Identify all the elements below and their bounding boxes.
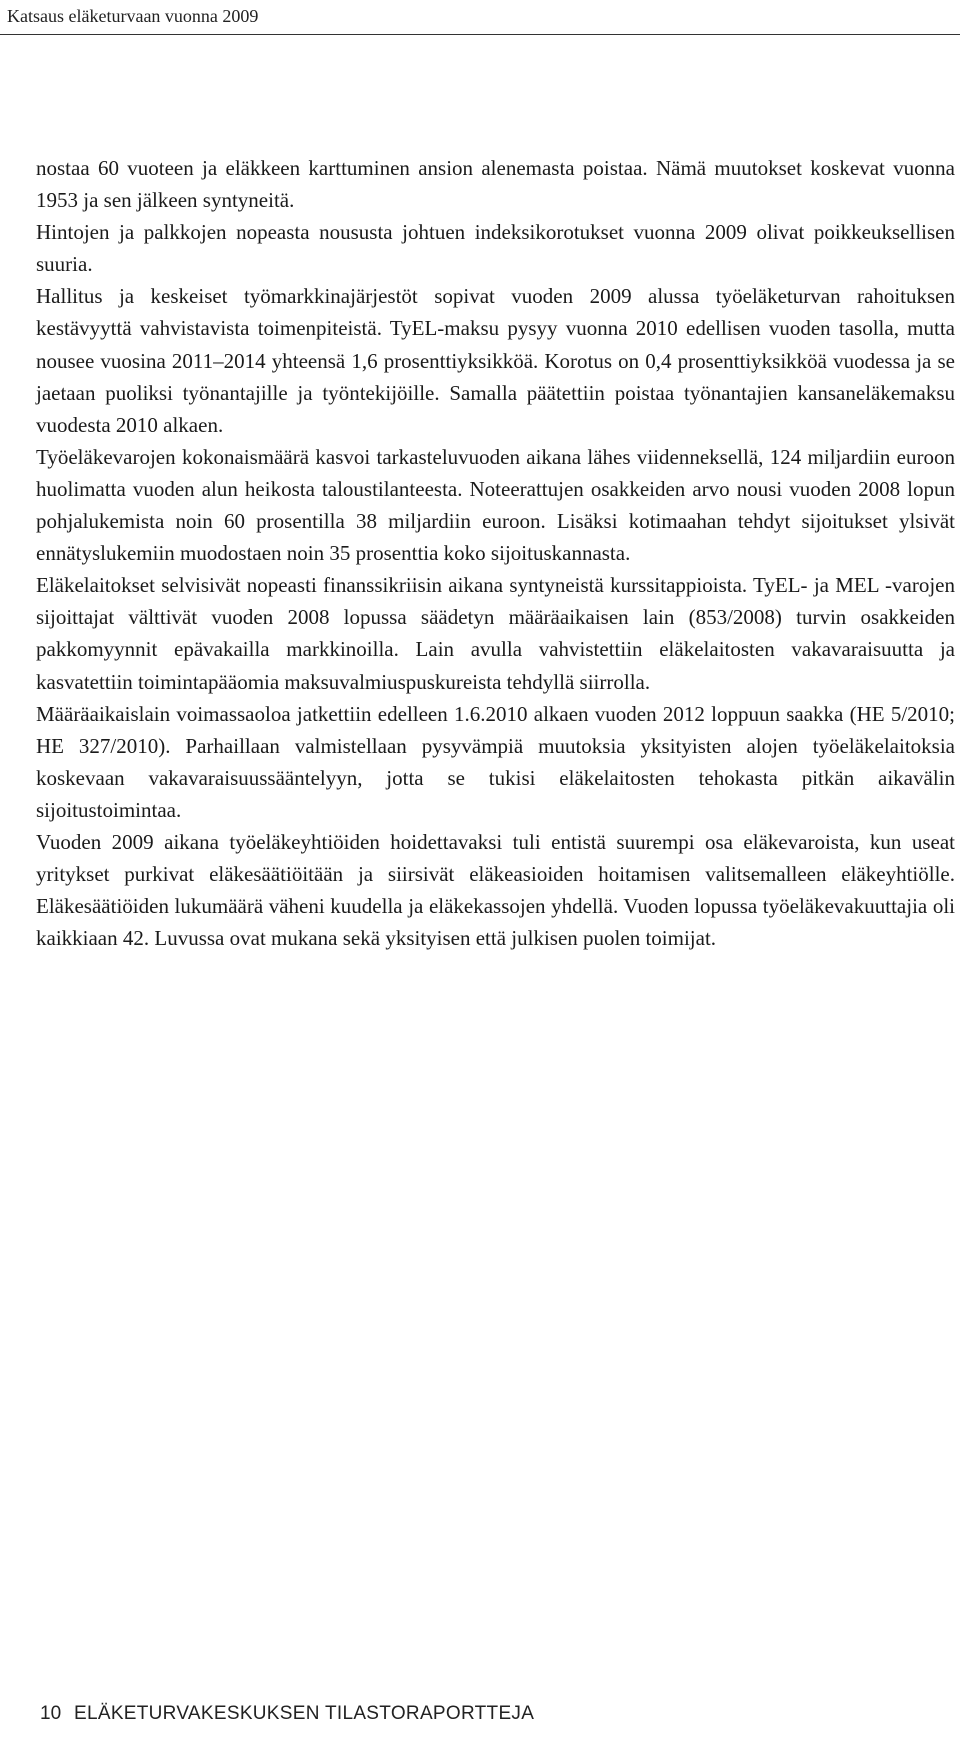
publication-name: ELÄKETURVAKESKUKSEN TILASTORAPORTTEJA <box>74 1703 535 1724</box>
paragraph-financial-crisis: Eläkelaitokset selvisivät nopeasti finanssikriisin aikana syntyneistä kurssitappioista. TyEL- ja MEL -varojen sijoittajat välttivät vuoden 2008 lopussa säädetyn määräaikaisen lain (853/2008) turvin osakkeiden pakkomyynnit epävakailla markkinoilla. Lain avulla vahvistettiin eläkelaitosten vakavaraisuutta ja kasvatettiin toimintapääomia maksuvalmiuspuskureista tehdyllä siirrolla. <box>36 573 955 694</box>
paragraph-continuation: nostaa 60 vuoteen ja eläkkeen karttuminen ansion alenemasta poistaa. Nämä muutokset koskevat vuonna 1953 ja sen jälkeen syntyneitä. <box>36 156 955 213</box>
paragraph-pension-providers: Vuoden 2009 aikana työeläkeyhtiöiden hoidettavaksi tuli entistä suurempi osa eläkevaroista, kun useat yritykset purkivat eläkesäätiöitään ja siirsivät eläkeasioiden hoitamisen valitsemalleen eläkeyhtiölle. Eläkesäätiöiden lukumäärä väheni kuudella ja eläkekassojen yhdellä. Vuoden lopussa työeläkevakuuttajia oli kaikkiaan 42. Luvussa ovat mukana sekä yksityisen että julkisen puolen toimijat. <box>36 829 955 951</box>
page-footer <box>0 1701 960 1731</box>
paragraph-temporary-law: Määräaikaislain voimassaoloa jatkettiin edelleen 1.6.2010 alkaen vuoden 2012 loppuun saakka (HE 5/2010; HE 327/2010). Parhaillaan valmistellaan pysyvämpiä muutoksia yksityisten alojen työeläkelaitoksia koskevaan vakavaraisuussääntelyyn, jotta se tukisi eläkelaitosten tehokasta pitkän aikavälin sijoitustoimintaa. <box>36 701 955 822</box>
paragraph-financing: Hallitus ja keskeiset työmarkkinajärjestöt sopivat vuoden 2009 alussa työeläketurvan rahoituksen kestävyyttä vahvistavista toimenpiteistä. TyEL-maksu pysyy vuonna 2010 edellisen vuoden tasolla, mutta nousee vuosina 2011–2014 yhteensä 1,6 prosenttiyksikköä. Korotus on 0,4 prosenttiyksikköä vuodessa ja se jaetaan puoliksi työnantajille ja työntekijöille. Samalla päätettiin poistaa työnantajien kansaneläkemaksu vuodesta 2010 alkaen. <box>36 284 955 437</box>
page-number: 10 <box>40 1703 62 1724</box>
header-rule <box>0 34 960 35</box>
running-title: Katsaus eläketurvaan vuonna 2009 <box>7 6 259 26</box>
body-text <box>36 152 955 954</box>
paragraph-pension-assets: Työeläkevarojen kokonaismäärä kasvoi tarkasteluvuoden aikana lähes viidenneksellä, 124 miljardiin euroon huolimatta vuoden alun heikosta taloustilanteesta. Noteerattujen osakkeiden arvo nousi vuoden 2008 lopun pohjalukemista noin 60 prosentilla 38 miljardiin euroon. Lisäksi kotimaahan tehdyt sijoitukset ylsivät ennätyslukemiin muodostaen noin 35 prosenttia koko sijoituskannasta. <box>36 444 955 566</box>
paragraph-indexation: Hintojen ja palkkojen nopeasta noususta johtuen indeksikorotukset vuonna 2009 olivat poikkeuksellisen suuria. <box>36 220 955 277</box>
